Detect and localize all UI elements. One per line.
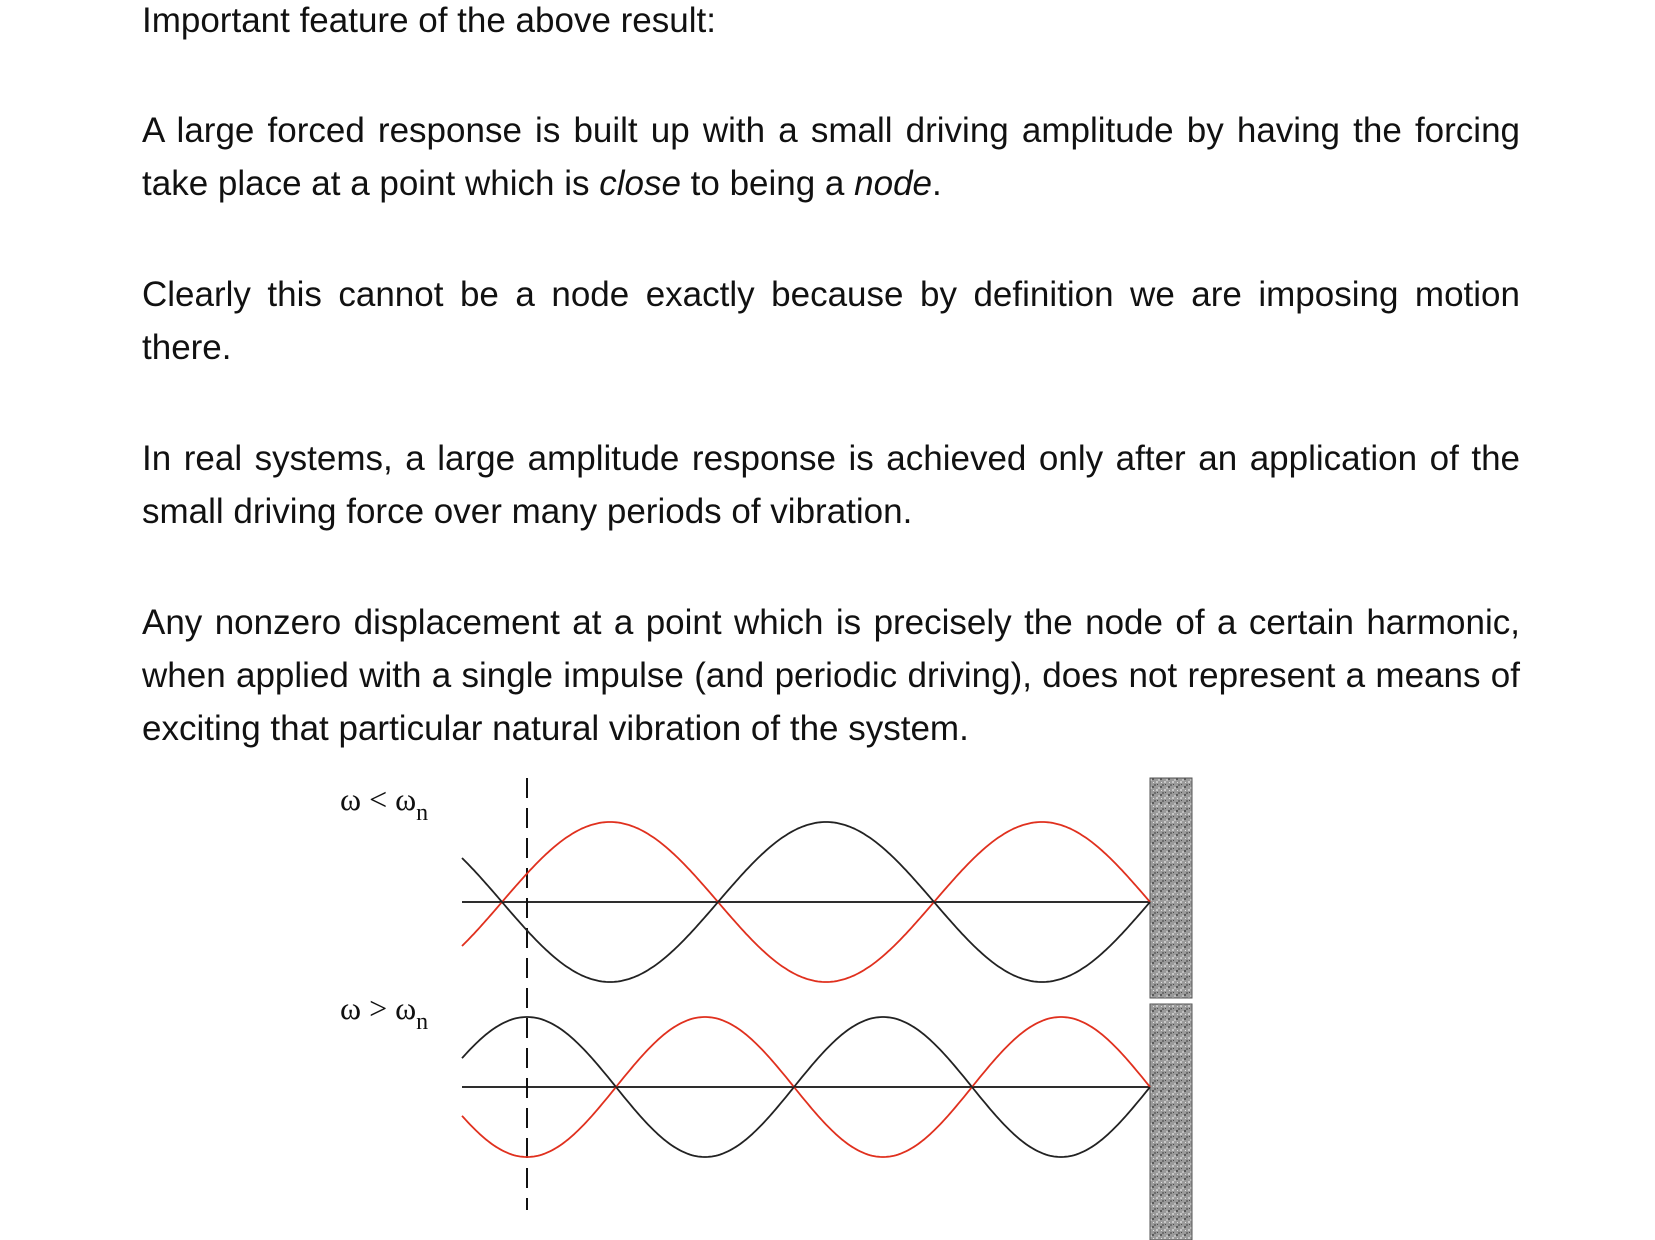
para2-text-b: to being a: [680, 164, 855, 203]
standing-wave-figure: [0, 770, 1655, 1240]
paragraph-node-forcing: [142, 104, 1520, 210]
para2-text-a: A large forced response is built up with a small driving amplitude by having the forcing take place at a point which is: [142, 111, 1520, 203]
paragraph-nonzero-displacement: Any nonzero displacement at a point which is precisely the node of a certain harmonic, when applied with a single impulse (and periodic driving), does not represent a means of exciting that particular natural vibration of the system.: [142, 603, 1520, 748]
top-panel-label: $\omega < \omega_n$: [340, 781, 429, 826]
para2-italic-node: node: [854, 164, 933, 203]
bottom-panel-label: $\omega > \omega_n$: [340, 990, 429, 1035]
para2-text-c: .: [932, 164, 942, 203]
fixed-wall-top: [1150, 778, 1192, 998]
fixed-wall-bottom: [1150, 1004, 1192, 1240]
heading-paragraph: Important feature of the above result:: [142, 1, 716, 40]
para2-italic-close: close: [599, 164, 681, 203]
paragraph-not-exact-node: Clearly this cannot be a node exactly because by definition we are imposing motion there.: [142, 275, 1520, 367]
paragraph-real-systems: In real systems, a large amplitude response is achieved only after an application of the small driving force over many periods of vibration.: [142, 439, 1520, 531]
